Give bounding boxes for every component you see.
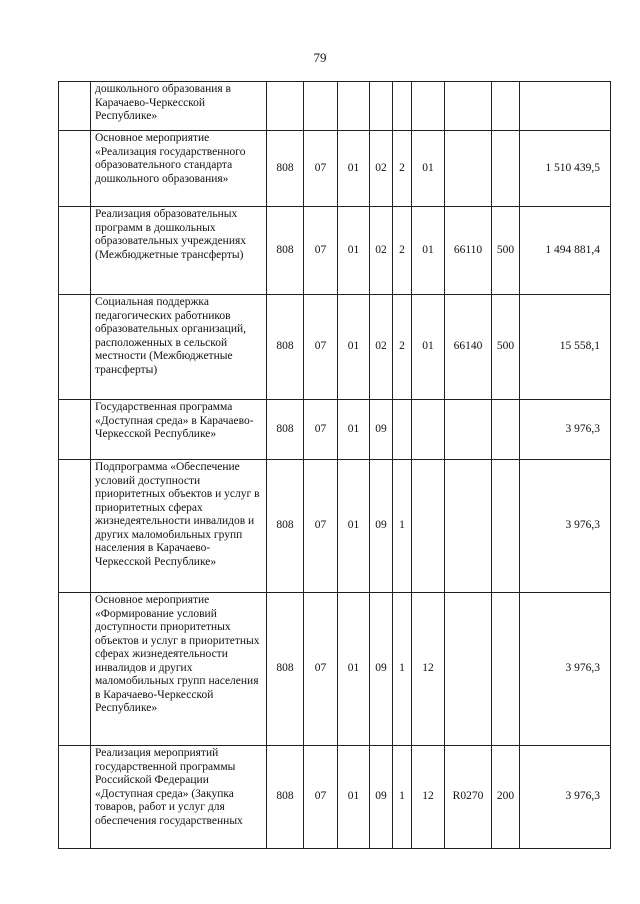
row-number-cell [59, 746, 91, 849]
budget-table [58, 81, 611, 849]
amount-cell: 15 558,1 [520, 295, 611, 400]
subprogram-code-cell: 2 [393, 295, 412, 400]
direction-code-cell: 66110 [445, 207, 492, 295]
item-name-cell: Социальная поддержка педагогических работников образовательных организаций, расположенных в сельской местности (Межбюджетные трансферты) [91, 295, 267, 400]
program-code-cell: 09 [370, 400, 393, 460]
program-code-cell: 09 [370, 746, 393, 849]
table-row [59, 131, 611, 207]
section-code-cell: 07 [304, 746, 338, 849]
expense-type-cell [492, 400, 520, 460]
event-code-cell: 12 [412, 746, 445, 849]
table-row [59, 207, 611, 295]
section-code-cell [304, 82, 338, 131]
section-code-cell: 07 [304, 207, 338, 295]
section-code-cell: 07 [304, 460, 338, 593]
section-code-cell: 07 [304, 593, 338, 746]
program-code-cell: 09 [370, 460, 393, 593]
table-body [59, 82, 611, 849]
event-code-cell [412, 400, 445, 460]
section-code-cell: 07 [304, 295, 338, 400]
subprogram-code-cell: 1 [393, 746, 412, 849]
ministry-code-cell: 808 [267, 295, 304, 400]
amount-cell [520, 82, 611, 131]
direction-code-cell: R0270 [445, 746, 492, 849]
row-number-cell [59, 593, 91, 746]
event-code-cell: 01 [412, 131, 445, 207]
subsection-code-cell: 01 [338, 460, 370, 593]
table-row [59, 400, 611, 460]
event-code-cell: 12 [412, 593, 445, 746]
subsection-code-cell: 01 [338, 746, 370, 849]
section-code-cell: 07 [304, 400, 338, 460]
amount-cell: 1 494 881,4 [520, 207, 611, 295]
subprogram-code-cell: 2 [393, 207, 412, 295]
expense-type-cell [492, 593, 520, 746]
table-row [59, 460, 611, 593]
program-code-cell [370, 82, 393, 131]
program-code-cell: 09 [370, 593, 393, 746]
subprogram-code-cell [393, 82, 412, 131]
row-number-cell [59, 400, 91, 460]
ministry-code-cell: 808 [267, 207, 304, 295]
expense-type-cell [492, 131, 520, 207]
subprogram-code-cell [393, 400, 412, 460]
subsection-code-cell: 01 [338, 207, 370, 295]
ministry-code-cell: 808 [267, 460, 304, 593]
row-number-cell [59, 460, 91, 593]
item-name-cell: Реализация образовательных программ в дошкольных образовательных учреждениях (Межбюджетные трансферты) [91, 207, 267, 295]
direction-code-cell [445, 82, 492, 131]
ministry-code-cell [267, 82, 304, 131]
amount-cell: 3 976,3 [520, 593, 611, 746]
row-number-cell [59, 295, 91, 400]
subsection-code-cell [338, 82, 370, 131]
amount-cell: 1 510 439,5 [520, 131, 611, 207]
subprogram-code-cell: 1 [393, 593, 412, 746]
subprogram-code-cell: 2 [393, 131, 412, 207]
item-name-cell: Основное мероприятие «Формирование условий доступности приоритетных объектов и услуг в приоритетных сферах жизнедеятельности инвалидов и других маломобильных групп населения в Карачаево-Черкесской Республике» [91, 593, 267, 746]
row-number-cell [59, 207, 91, 295]
item-name-cell: Реализация мероприятий государственной программы Российской Федерации «Доступная среда» (Закупка товаров, работ и услуг для обеспечения государственных [91, 746, 267, 849]
page-number: 79 [313, 50, 327, 65]
subsection-code-cell: 01 [338, 400, 370, 460]
item-name-cell: дошкольного образования в Карачаево-Черкесской Республике» [91, 82, 267, 131]
ministry-code-cell: 808 [267, 593, 304, 746]
expense-type-cell: 200 [492, 746, 520, 849]
expense-type-cell: 500 [492, 207, 520, 295]
event-code-cell: 01 [412, 207, 445, 295]
direction-code-cell [445, 400, 492, 460]
amount-cell: 3 976,3 [520, 400, 611, 460]
ministry-code-cell: 808 [267, 131, 304, 207]
direction-code-cell [445, 131, 492, 207]
item-name-cell: Основное мероприятие «Реализация государственного образовательного стандарта дошкольного образования» [91, 131, 267, 207]
table-row [59, 295, 611, 400]
table-row [59, 746, 611, 849]
table-row [59, 593, 611, 746]
amount-cell: 3 976,3 [520, 460, 611, 593]
subsection-code-cell: 01 [338, 593, 370, 746]
program-code-cell: 02 [370, 295, 393, 400]
item-name-cell: Подпрограмма «Обеспечение условий доступности приоритетных объектов и услуг в приоритетных сферах жизнедеятельности инвалидов и других маломобильных групп населения в Карачаево-Черкесской Республике» [91, 460, 267, 593]
direction-code-cell: 66140 [445, 295, 492, 400]
subprogram-code-cell: 1 [393, 460, 412, 593]
event-code-cell [412, 460, 445, 593]
item-name-cell: Государственная программа «Доступная среда» в Карачаево-Черкесской Республике» [91, 400, 267, 460]
program-code-cell: 02 [370, 207, 393, 295]
subsection-code-cell: 01 [338, 131, 370, 207]
event-code-cell [412, 82, 445, 131]
direction-code-cell [445, 460, 492, 593]
ministry-code-cell: 808 [267, 400, 304, 460]
expense-type-cell [492, 82, 520, 131]
program-code-cell: 02 [370, 131, 393, 207]
row-number-cell [59, 82, 91, 131]
amount-cell: 3 976,3 [520, 746, 611, 849]
event-code-cell: 01 [412, 295, 445, 400]
table-row [59, 82, 611, 131]
expense-type-cell [492, 460, 520, 593]
row-number-cell [59, 131, 91, 207]
ministry-code-cell: 808 [267, 746, 304, 849]
subsection-code-cell: 01 [338, 295, 370, 400]
expense-type-cell: 500 [492, 295, 520, 400]
section-code-cell: 07 [304, 131, 338, 207]
direction-code-cell [445, 593, 492, 746]
